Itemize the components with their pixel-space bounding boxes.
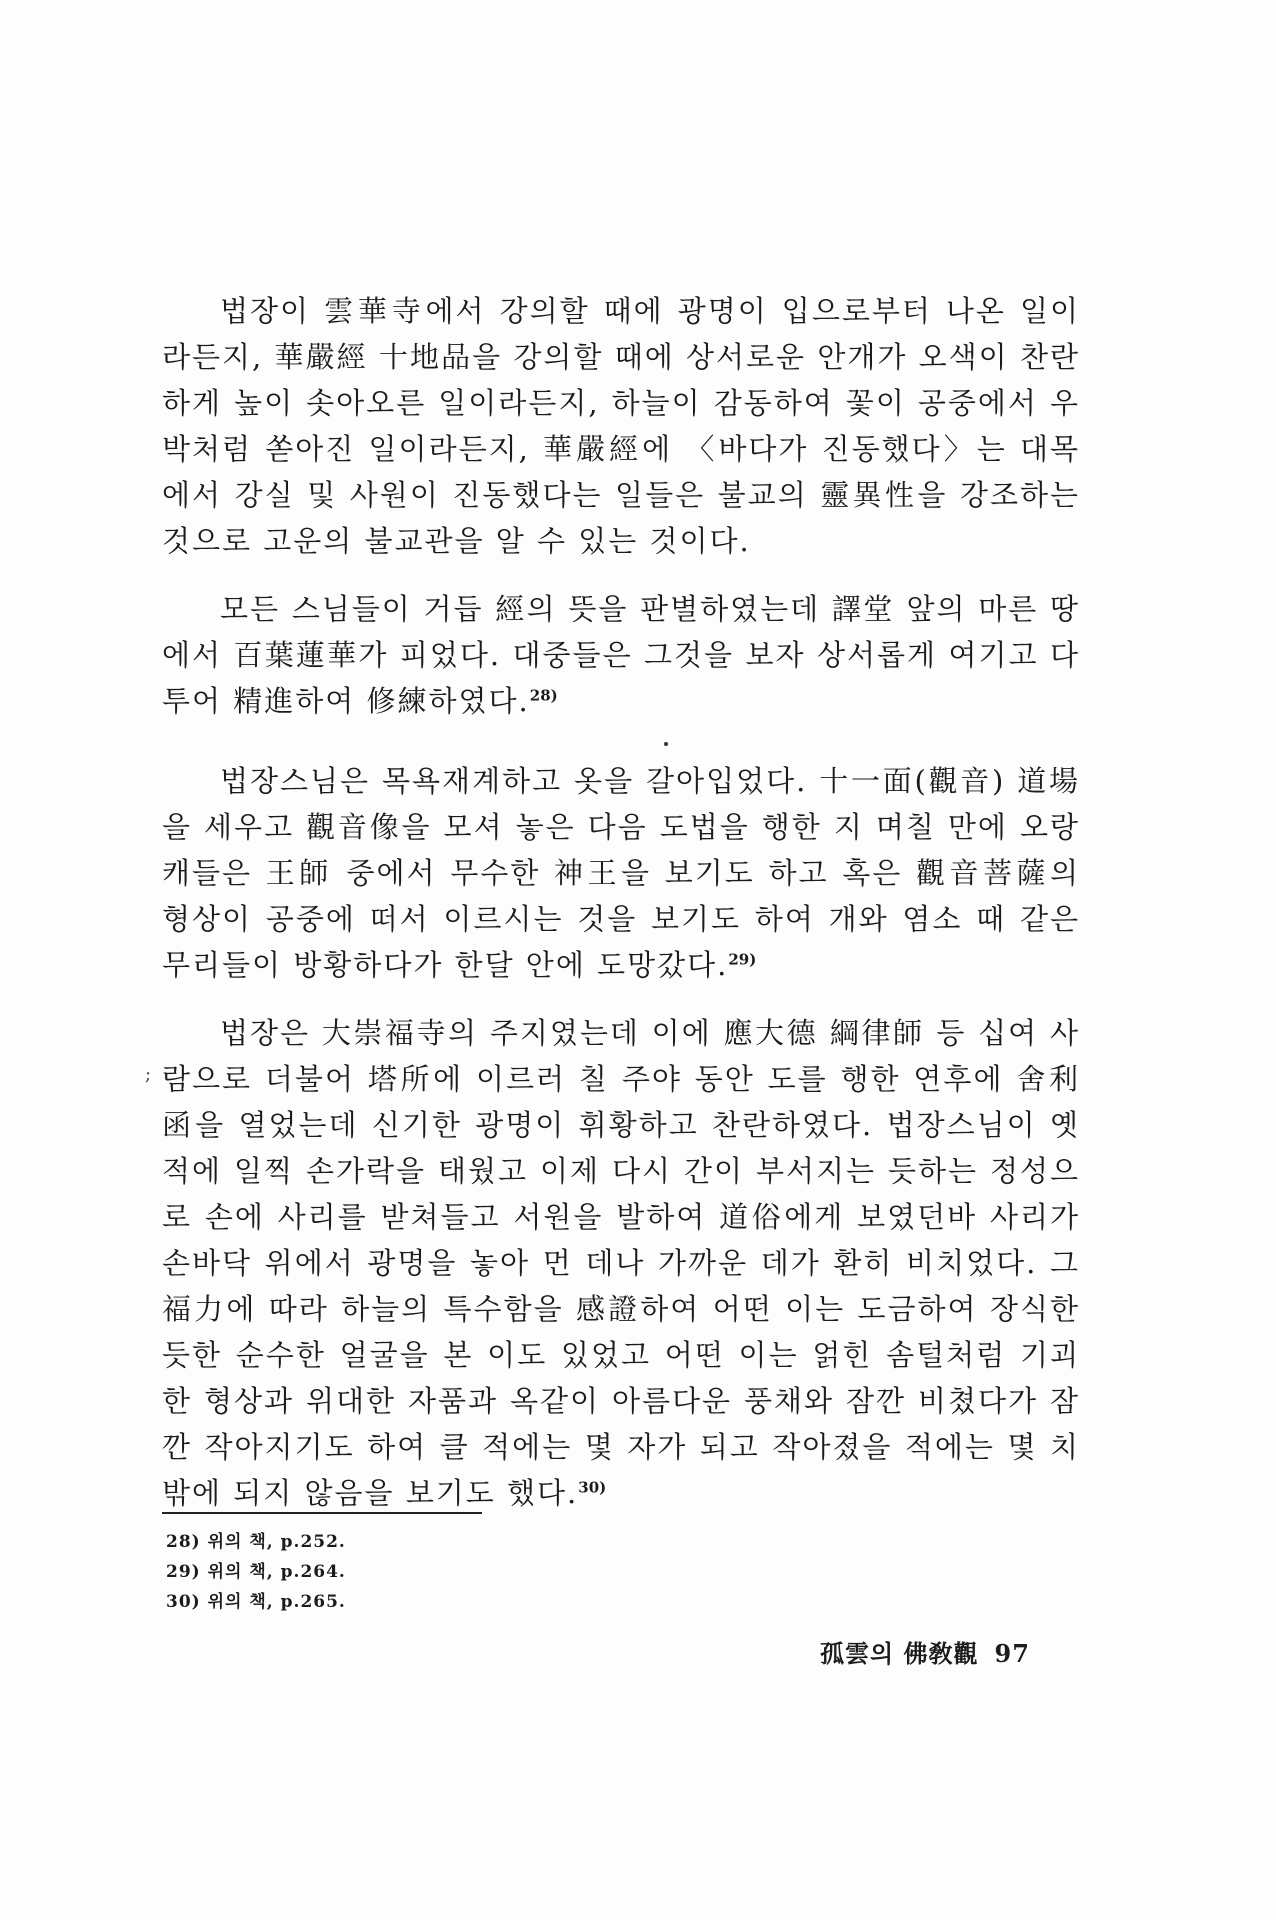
body-paragraph-3 [162,758,1080,988]
margin-mark: ; [145,1064,152,1085]
paragraph-text: 법장스님은 목욕재계하고 옷을 갈아입었다. 十一面(觀音) 道場을 세우고 觀音像을 모셔 놓은 다음 도법을 행한 지 며칠 만에 오랑캐들은 王師 중에서 무수한 神王을 보기도 하고 혹은 觀音菩薩의 형상이 공중에 떠서 이르시는 것을 보기도 하여 개와 염소 때 같은 무리들이 방황하다가 한달 안에 도망갔다. [162,764,1080,982]
running-title: 孤雲의 佛敎觀 [820,1639,979,1668]
stray-mark [664,742,668,746]
paragraph-text: 법장이 雲華寺에서 강의할 때에 광명이 입으로부터 나온 일이라든지, 華嚴經 十地品을 강의할 때에 상서로운 안개가 오색이 찬란하게 높이 솟아오른 일이라든지, 하늘이 감동하여 꽃이 공중에서 우박처럼 쏟아진 일이라든지, 華嚴經에 〈바다가 진동했다〉는 대목에서 강실 및 사원이 진동했다는 일들은 불교의 靈異性을 강조하는 것으로 고운의 불교관을 알 수 있는 것이다. [162,294,1080,558]
body-paragraph-4 [162,1010,1080,1516]
footnote-29: 29) 위의 책, p.264. [166,1562,346,1582]
footnote-divider [162,1512,482,1514]
body-paragraph-2 [162,586,1080,724]
footnote-30: 30) 위의 책, p.265. [166,1592,346,1612]
footnotes [166,1527,346,1617]
paragraph-text: 법장은 大崇福寺의 주지였는데 이에 應大德 綱律師 등 십여 사람으로 더불어 塔所에 이르러 칠 주야 동안 도를 행한 연후에 舍利函을 열었는데 신기한 광명이 휘황하고 찬란하였다. 법장스님이 옛적에 일찍 손가락을 태웠고 이제 다시 간이 부서지는 듯하는 정성으로 손에 사리를 받쳐들고 서원을 발하여 道俗에게 보였던바 사리가 손바닥 위에서 광명을 놓아 먼 데나 가까운 데가 환히 비치었다. 그 福力에 따라 하늘의 특수함을 感證하여 어떤 이는 도금하여 장식한 듯한 순수한 얼굴을 본 이도 있었고 어떤 이는 얽힌 솜털처럼 기괴한 형상과 위대한 자품과 옥같이 아름다운 풍채와 잠깐 비쳤다가 잠깐 작아지기도 하여 클 적에는 몇 자가 되고 작아졌을 적에는 몇 치밖에 되지 않음을 보기도 했다. [162,1016,1080,1510]
footnote-reference: 29) [728,950,757,969]
footnote-reference: 30) [578,1478,607,1497]
footnote-reference: 28) [529,686,558,705]
paragraph-text: 모든 스님들이 거듭 經의 뜻을 판별하였는데 譯堂 앞의 마른 땅에서 百葉蓮華가 피었다. 대중들은 그것을 보자 상서롭게 여기고 다투어 精進하여 修練하였다. [162,592,1080,718]
page-footer [820,1634,1030,1669]
footnote-28: 28) 위의 책, p.252. [166,1532,346,1552]
body-paragraph-1 [162,288,1080,564]
page-number: 97 [994,1639,1030,1668]
